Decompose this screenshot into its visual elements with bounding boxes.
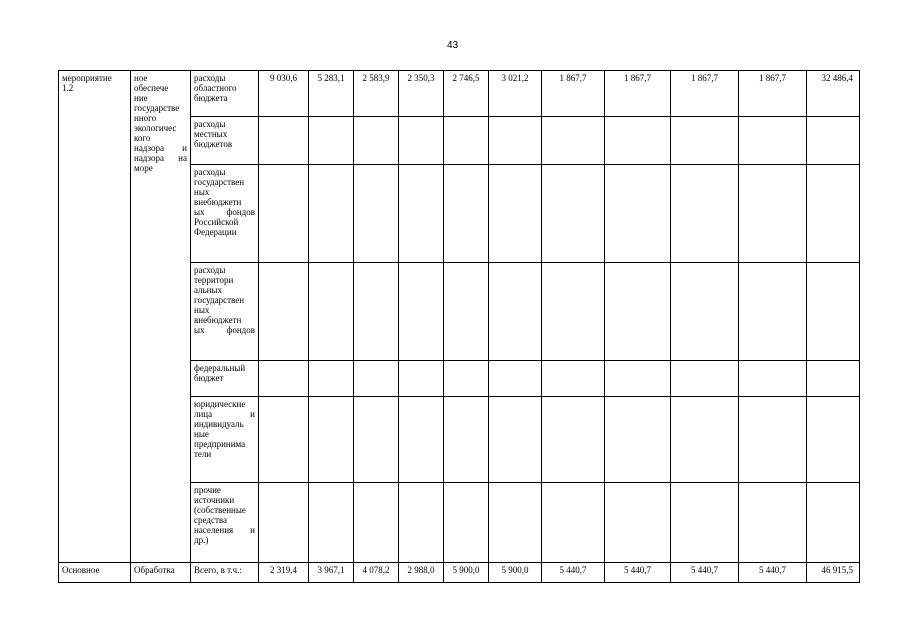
- main-activity-cell: Основное: [59, 563, 131, 583]
- funding-source-cell-line: Российской: [194, 217, 239, 227]
- value-cell: [354, 397, 399, 483]
- funding-source-cell: [191, 263, 259, 361]
- value-cell: 5 440,7: [671, 563, 739, 583]
- activity-id-cell-line: мероприятие: [62, 73, 112, 83]
- activity-name-cell-line: ние: [134, 93, 148, 103]
- funding-source-cell-line: др.): [194, 535, 209, 545]
- value-cell: 2 746,5: [444, 71, 489, 117]
- activity-name-cell-line: надзора и: [134, 143, 187, 153]
- total-label-cell: Всего, в т.ч.:: [191, 563, 259, 583]
- value-cell: [739, 165, 807, 263]
- value-cell: [739, 397, 807, 483]
- value-cell: [605, 165, 671, 263]
- value-cell: [739, 117, 807, 165]
- funding-source-cell-line: расходы: [194, 119, 226, 129]
- value-cell: [354, 117, 399, 165]
- activity-name-cell-line: государстве: [134, 103, 180, 113]
- activity-name-cell-line: ное: [134, 73, 148, 83]
- table-body: [59, 71, 860, 583]
- value-cell: 9 030,6: [259, 71, 309, 117]
- funding-source-cell: [191, 117, 259, 165]
- value-cell: [489, 361, 542, 397]
- value-cell: [444, 117, 489, 165]
- funding-source-cell-line: внебюджетн: [194, 315, 242, 325]
- value-cell: [542, 165, 605, 263]
- value-cell: 5 900,0: [489, 563, 542, 583]
- funding-source-cell-line: местных: [194, 129, 228, 139]
- value-cell: [309, 165, 354, 263]
- value-cell: [354, 361, 399, 397]
- value-cell: [444, 483, 489, 563]
- funding-source-cell: [191, 165, 259, 263]
- value-cell: 32 486,4: [807, 71, 860, 117]
- funding-source-cell-line: средства: [194, 515, 228, 525]
- value-cell: [671, 263, 739, 361]
- value-cell: [259, 165, 309, 263]
- value-cell: 2 350,3: [399, 71, 444, 117]
- activity-name-cell-line: нного: [134, 113, 157, 123]
- funding-source-cell-line: (собственные: [194, 505, 246, 515]
- value-cell: [489, 263, 542, 361]
- value-cell: [605, 483, 671, 563]
- value-cell: [671, 483, 739, 563]
- funding-source-cell-line: прочие: [194, 485, 221, 495]
- funding-source-cell: [191, 483, 259, 563]
- value-cell: [807, 361, 860, 397]
- value-cell: [309, 263, 354, 361]
- value-cell: [354, 483, 399, 563]
- value-cell: [444, 165, 489, 263]
- value-cell: [354, 263, 399, 361]
- value-cell: 46 915,5: [807, 563, 860, 583]
- funding-source-cell-line: источники: [194, 495, 235, 505]
- value-cell: [259, 361, 309, 397]
- activity-name-cell: [131, 71, 191, 563]
- processing-cell: Обработка: [131, 563, 191, 583]
- value-cell: [542, 483, 605, 563]
- value-cell: [354, 165, 399, 263]
- value-cell: [542, 361, 605, 397]
- value-cell: 1 867,7: [542, 71, 605, 117]
- value-cell: [399, 165, 444, 263]
- value-cell: 5 900,0: [444, 563, 489, 583]
- value-cell: [259, 483, 309, 563]
- value-cell: [489, 117, 542, 165]
- value-cell: [489, 397, 542, 483]
- value-cell: [542, 263, 605, 361]
- value-cell: 3 967,1: [309, 563, 354, 583]
- funding-source-cell: [191, 361, 259, 397]
- funding-source-cell-line: ых фондов: [194, 207, 255, 217]
- funding-source-cell-line: государствен: [194, 295, 245, 305]
- value-cell: [444, 397, 489, 483]
- value-cell: 1 867,7: [671, 71, 739, 117]
- value-cell: 1 867,7: [739, 71, 807, 117]
- value-cell: 2 988,0: [399, 563, 444, 583]
- value-cell: [739, 361, 807, 397]
- funding-source-cell-line: государствен: [194, 177, 245, 187]
- value-cell: [489, 483, 542, 563]
- value-cell: [259, 263, 309, 361]
- activity-name-cell-line: надзора на: [134, 153, 187, 163]
- value-cell: [605, 361, 671, 397]
- funding-source-cell-line: ные: [194, 429, 209, 439]
- value-cell: [671, 361, 739, 397]
- funding-source-cell: [191, 397, 259, 483]
- funding-source-cell-line: индивидуаль: [194, 419, 244, 429]
- value-cell: [399, 117, 444, 165]
- activity-name-cell-line: обеспече: [134, 83, 169, 93]
- activity-name-cell-line: море: [134, 163, 153, 173]
- funding-source-cell-line: бюджетов: [194, 139, 233, 149]
- funding-source-cell-line: областного: [194, 83, 237, 93]
- table-row: [59, 71, 860, 117]
- funding-source-cell-line: альных: [194, 285, 223, 295]
- activity-id-cell-line: 1.2: [62, 83, 74, 93]
- funding-source-cell-line: федеральный: [194, 363, 246, 373]
- value-cell: [807, 165, 860, 263]
- value-cell: [399, 483, 444, 563]
- page-number: 43: [446, 40, 459, 51]
- funding-source-cell-line: внебюджетн: [194, 197, 242, 207]
- funding-source-cell-line: населения и: [194, 525, 255, 535]
- value-cell: [399, 361, 444, 397]
- funding-source-cell-line: бюджет: [194, 373, 224, 383]
- value-cell: [399, 397, 444, 483]
- funding-source-cell-line: расходы: [194, 167, 226, 177]
- value-cell: 4 078,2: [354, 563, 399, 583]
- value-cell: [309, 117, 354, 165]
- value-cell: 2 319,4: [259, 563, 309, 583]
- funding-source-cell-line: юридические: [194, 399, 246, 409]
- value-cell: [309, 483, 354, 563]
- value-cell: [807, 483, 860, 563]
- value-cell: [671, 117, 739, 165]
- value-cell: 5 440,7: [739, 563, 807, 583]
- value-cell: 5 283,1: [309, 71, 354, 117]
- value-cell: [542, 397, 605, 483]
- funding-source-cell-line: Федерации: [194, 227, 237, 237]
- value-cell: 5 440,7: [542, 563, 605, 583]
- funding-source-cell-line: ых фондов: [194, 325, 255, 335]
- funding-source-cell-line: бюджета: [194, 93, 228, 103]
- value-cell: 2 583,9: [354, 71, 399, 117]
- value-cell: [807, 263, 860, 361]
- value-cell: [444, 263, 489, 361]
- value-cell: [739, 483, 807, 563]
- funding-source-cell-line: лица и: [194, 409, 255, 419]
- funding-source-cell: [191, 71, 259, 117]
- value-cell: [671, 165, 739, 263]
- value-cell: [605, 263, 671, 361]
- funding-source-cell-line: тели: [194, 449, 212, 459]
- value-cell: [605, 117, 671, 165]
- funding-source-cell-line: территори: [194, 275, 234, 285]
- funding-source-cell-line: предпринима: [194, 439, 246, 449]
- value-cell: [489, 165, 542, 263]
- value-cell: [671, 397, 739, 483]
- value-cell: [309, 361, 354, 397]
- value-cell: [309, 397, 354, 483]
- value-cell: 5 440,7: [605, 563, 671, 583]
- value-cell: [807, 397, 860, 483]
- funding-source-cell-line: ных: [194, 187, 210, 197]
- value-cell: [399, 263, 444, 361]
- value-cell: 1 867,7: [605, 71, 671, 117]
- value-cell: [542, 117, 605, 165]
- value-cell: [605, 397, 671, 483]
- table-row: [59, 563, 860, 583]
- value-cell: [807, 117, 860, 165]
- value-cell: [444, 361, 489, 397]
- value-cell: [259, 117, 309, 165]
- funding-source-cell-line: расходы: [194, 73, 226, 83]
- value-cell: 3 021,2: [489, 71, 542, 117]
- activity-id-cell: [59, 71, 131, 563]
- budget-table: [58, 70, 860, 583]
- value-cell: [259, 397, 309, 483]
- value-cell: [739, 263, 807, 361]
- funding-source-cell-line: расходы: [194, 265, 226, 275]
- activity-name-cell-line: кого: [134, 133, 151, 143]
- funding-source-cell-line: ных: [194, 305, 210, 315]
- activity-name-cell-line: экологичес: [134, 123, 177, 133]
